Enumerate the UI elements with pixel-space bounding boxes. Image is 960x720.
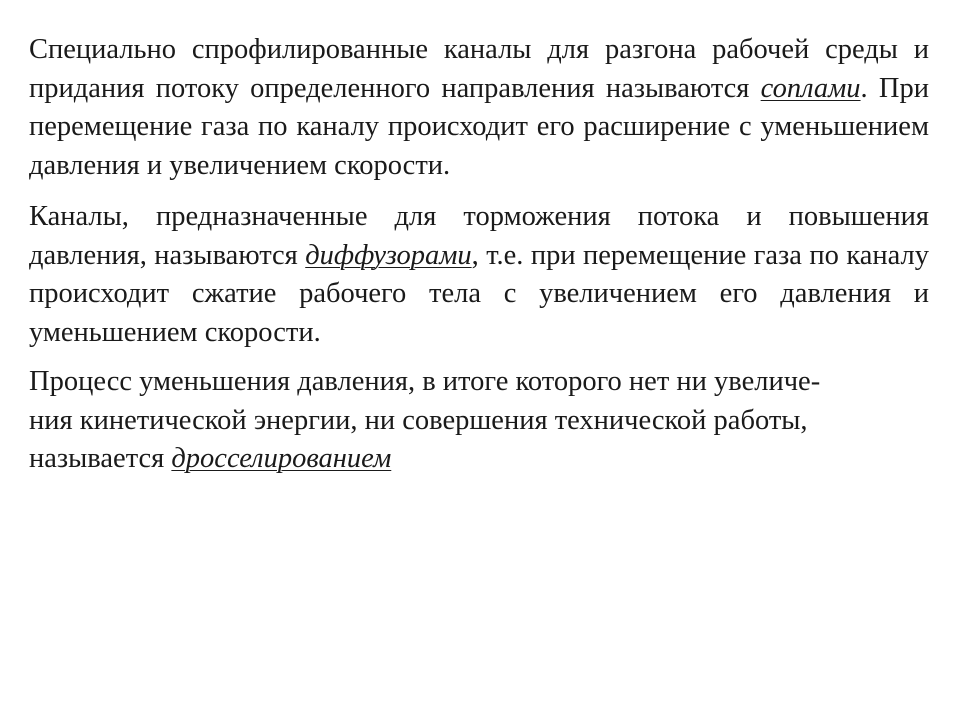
paragraph-text: Специально спрофилированные каналы для разгона рабочей среды и придания потоку определенного направления называются	[29, 34, 929, 104]
paragraph-throttling	[29, 363, 929, 479]
paragraph-line: ния кинетической энергии, ни совершения технической работы,	[29, 404, 808, 436]
paragraph-nozzles	[29, 31, 929, 185]
paragraph-text: , т.е. при перемещение газа по каналу происходит сжатие рабочего тела с увеличением его давления и уменьшением скорости.	[29, 239, 930, 348]
paragraph-line: Процесс уменьшения давления, в итоге которого нет ни увеличе-	[29, 366, 821, 397]
paragraph-text: Каналы, предназначенные для торможения потока и повышения давления, называются	[29, 201, 929, 271]
paragraph-text: называется	[29, 443, 172, 474]
term-throttling: дросселированием	[171, 443, 392, 474]
term-nozzles: соплами	[760, 72, 861, 104]
paragraph-text: . При перемещение газа по каналу происходит его расширение с уменьшением давления и увеличением скорости.	[29, 72, 929, 181]
term-diffusers: диффузорами	[305, 239, 472, 271]
paragraph-diffusers	[29, 198, 929, 352]
slide-content	[29, 31, 929, 479]
